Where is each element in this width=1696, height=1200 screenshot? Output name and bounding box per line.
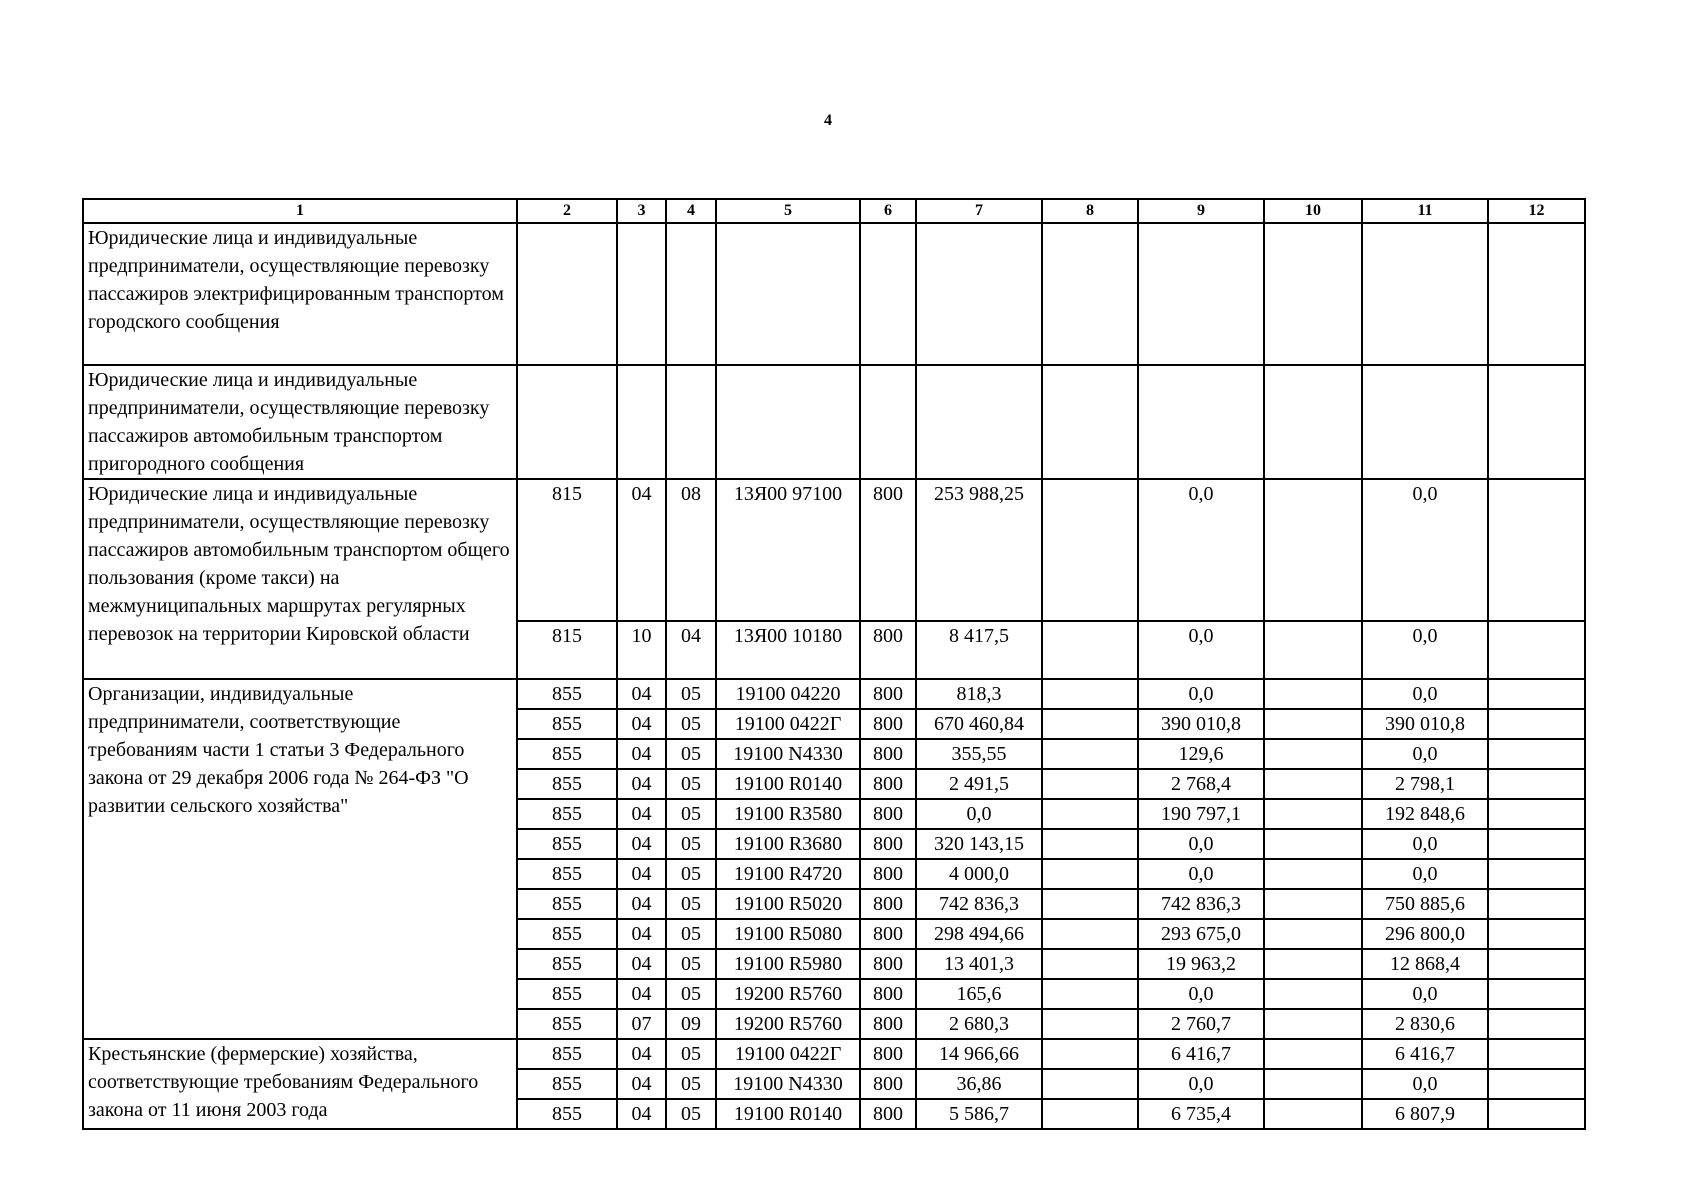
cell-col-3: 04 xyxy=(617,679,666,709)
cell-col-7: 13 401,3 xyxy=(916,949,1042,979)
cell-col-2: 855 xyxy=(517,1009,617,1039)
cell-col-11: 6 807,9 xyxy=(1362,1099,1488,1129)
cell-col-4: 04 xyxy=(666,621,716,679)
cell-col-12 xyxy=(1488,1009,1585,1039)
cell-col-7: 355,55 xyxy=(916,739,1042,769)
budget-table xyxy=(82,198,1586,1130)
cell-col-6: 800 xyxy=(860,1039,916,1069)
cell-col-8 xyxy=(1042,479,1138,621)
cell-col-12 xyxy=(1488,621,1585,679)
cell-col-11: 0,0 xyxy=(1362,479,1488,621)
cell-col-5: 19100 R5980 xyxy=(716,949,860,979)
cell-col-11: 296 800,0 xyxy=(1362,919,1488,949)
cell-col-7: 0,0 xyxy=(916,799,1042,829)
cell-col-3: 04 xyxy=(617,739,666,769)
cell-col-5: 19100 R3680 xyxy=(716,829,860,859)
cell-col-12 xyxy=(1488,889,1585,919)
cell-col-4: 05 xyxy=(666,979,716,1009)
cell-col-3 xyxy=(617,365,666,479)
cell-col-5: 13Я00 97100 xyxy=(716,479,860,621)
cell-col-7: 2 680,3 xyxy=(916,1009,1042,1039)
cell-col-6 xyxy=(860,223,916,365)
cell-col-10 xyxy=(1264,769,1362,799)
cell-col-12 xyxy=(1488,1099,1585,1129)
cell-col-11 xyxy=(1362,365,1488,479)
cell-col-11: 0,0 xyxy=(1362,979,1488,1009)
cell-col-11: 0,0 xyxy=(1362,621,1488,679)
cell-col-6: 800 xyxy=(860,709,916,739)
cell-col-6: 800 xyxy=(860,1099,916,1129)
cell-col-4 xyxy=(666,365,716,479)
cell-col-5: 19100 R0140 xyxy=(716,1099,860,1129)
cell-col-4 xyxy=(666,223,716,365)
column-header: 3 xyxy=(617,199,666,223)
column-header: 9 xyxy=(1138,199,1264,223)
cell-col-8 xyxy=(1042,1039,1138,1069)
cell-col-10 xyxy=(1264,739,1362,769)
cell-col-7: 8 417,5 xyxy=(916,621,1042,679)
cell-col-11: 12 868,4 xyxy=(1362,949,1488,979)
column-header: 11 xyxy=(1362,199,1488,223)
cell-col-10 xyxy=(1264,949,1362,979)
cell-col-12 xyxy=(1488,919,1585,949)
cell-col-8 xyxy=(1042,223,1138,365)
column-header: 8 xyxy=(1042,199,1138,223)
cell-col-5: 19200 R5760 xyxy=(716,979,860,1009)
cell-col-4: 08 xyxy=(666,479,716,621)
cell-col-5 xyxy=(716,223,860,365)
cell-col-2: 815 xyxy=(517,621,617,679)
cell-col-5: 19100 R4720 xyxy=(716,859,860,889)
cell-col-6: 800 xyxy=(860,1009,916,1039)
cell-col-9: 2 760,7 xyxy=(1138,1009,1264,1039)
cell-col-9: 0,0 xyxy=(1138,979,1264,1009)
cell-col-2: 855 xyxy=(517,739,617,769)
header-row xyxy=(83,199,1585,223)
cell-col-9: 742 836,3 xyxy=(1138,889,1264,919)
cell-col-12 xyxy=(1488,709,1585,739)
cell-col-9: 0,0 xyxy=(1138,1069,1264,1099)
cell-col-3: 04 xyxy=(617,889,666,919)
cell-col-7: 165,6 xyxy=(916,979,1042,1009)
cell-col-11: 0,0 xyxy=(1362,679,1488,709)
cell-col-6: 800 xyxy=(860,799,916,829)
cell-col-10 xyxy=(1264,479,1362,621)
cell-col-5: 13Я00 10180 xyxy=(716,621,860,679)
cell-col-4: 05 xyxy=(666,949,716,979)
cell-col-2: 855 xyxy=(517,949,617,979)
cell-col-3: 10 xyxy=(617,621,666,679)
cell-col-3: 04 xyxy=(617,919,666,949)
cell-col-10 xyxy=(1264,889,1362,919)
cell-col-7: 320 143,15 xyxy=(916,829,1042,859)
cell-col-7: 2 491,5 xyxy=(916,769,1042,799)
cell-col-2: 855 xyxy=(517,829,617,859)
cell-col-7: 818,3 xyxy=(916,679,1042,709)
cell-col-3: 04 xyxy=(617,799,666,829)
cell-col-4: 05 xyxy=(666,859,716,889)
cell-col-9: 0,0 xyxy=(1138,621,1264,679)
cell-col-10 xyxy=(1264,979,1362,1009)
cell-col-8 xyxy=(1042,979,1138,1009)
cell-col-9: 129,6 xyxy=(1138,739,1264,769)
cell-col-4: 05 xyxy=(666,1069,716,1099)
cell-col-4: 05 xyxy=(666,739,716,769)
cell-col-12 xyxy=(1488,679,1585,709)
cell-col-4: 05 xyxy=(666,829,716,859)
cell-col-2: 855 xyxy=(517,1069,617,1099)
cell-col-8 xyxy=(1042,365,1138,479)
cell-col-10 xyxy=(1264,829,1362,859)
cell-col-8 xyxy=(1042,949,1138,979)
cell-col-5: 19100 R5020 xyxy=(716,889,860,919)
cell-col-12 xyxy=(1488,799,1585,829)
cell-col-6: 800 xyxy=(860,739,916,769)
cell-col-8 xyxy=(1042,679,1138,709)
column-header: 6 xyxy=(860,199,916,223)
cell-col-4: 05 xyxy=(666,709,716,739)
cell-col-2: 855 xyxy=(517,679,617,709)
column-header: 10 xyxy=(1264,199,1362,223)
cell-col-9: 190 797,1 xyxy=(1138,799,1264,829)
cell-col-8 xyxy=(1042,859,1138,889)
row-description: Крестьянские (фермерские) хозяйства, соответствующие требованиям Федерального закона от 11 июня 2003 года xyxy=(83,1039,517,1129)
cell-col-2: 815 xyxy=(517,479,617,621)
cell-col-4: 05 xyxy=(666,799,716,829)
cell-col-4: 05 xyxy=(666,769,716,799)
cell-col-7: 36,86 xyxy=(916,1069,1042,1099)
cell-col-7: 298 494,66 xyxy=(916,919,1042,949)
cell-col-5: 19100 04220 xyxy=(716,679,860,709)
cell-col-12 xyxy=(1488,769,1585,799)
cell-col-6: 800 xyxy=(860,1069,916,1099)
cell-col-4: 09 xyxy=(666,1009,716,1039)
cell-col-7: 14 966,66 xyxy=(916,1039,1042,1069)
cell-col-3: 04 xyxy=(617,949,666,979)
cell-col-2: 855 xyxy=(517,979,617,1009)
cell-col-2 xyxy=(517,223,617,365)
cell-col-12 xyxy=(1488,1069,1585,1099)
cell-col-8 xyxy=(1042,769,1138,799)
cell-col-12 xyxy=(1488,859,1585,889)
cell-col-6: 800 xyxy=(860,679,916,709)
cell-col-9 xyxy=(1138,365,1264,479)
cell-col-5: 19200 R5760 xyxy=(716,1009,860,1039)
cell-col-8 xyxy=(1042,1069,1138,1099)
cell-col-2: 855 xyxy=(517,919,617,949)
cell-col-9: 0,0 xyxy=(1138,679,1264,709)
cell-col-3: 07 xyxy=(617,1009,666,1039)
cell-col-10 xyxy=(1264,919,1362,949)
cell-col-10 xyxy=(1264,679,1362,709)
cell-col-6: 800 xyxy=(860,859,916,889)
cell-col-9: 0,0 xyxy=(1138,479,1264,621)
cell-col-7 xyxy=(916,365,1042,479)
cell-col-12 xyxy=(1488,365,1585,479)
cell-col-4: 05 xyxy=(666,679,716,709)
cell-col-3: 04 xyxy=(617,479,666,621)
cell-col-5: 19100 N4330 xyxy=(716,739,860,769)
cell-col-5: 19100 R3580 xyxy=(716,799,860,829)
cell-col-12 xyxy=(1488,739,1585,769)
cell-col-7: 670 460,84 xyxy=(916,709,1042,739)
row-description: Организации, индивидуальные предприниматели, соответствующие требованиям части 1 статьи 3 Федерального закона от 29 декабря 2006 года № 264-ФЗ "О развитии сельского хозяйства" xyxy=(83,679,517,1039)
cell-col-10 xyxy=(1264,799,1362,829)
cell-col-2: 855 xyxy=(517,769,617,799)
cell-col-5: 19100 0422Г xyxy=(716,1039,860,1069)
cell-col-7 xyxy=(916,223,1042,365)
table-row xyxy=(83,223,1585,365)
page-number: 4 xyxy=(824,112,832,129)
cell-col-11: 0,0 xyxy=(1362,829,1488,859)
row-description: Юридические лица и индивидуальные предприниматели, осуществляющие перевозку пассажиров электрифицированным транспортом городского сообщения xyxy=(83,223,517,365)
cell-col-11: 2 798,1 xyxy=(1362,769,1488,799)
row-description: Юридические лица и индивидуальные предприниматели, осуществляющие перевозку пассажиров автомобильным транспортом пригородного сообщения xyxy=(83,365,517,479)
cell-col-2: 855 xyxy=(517,859,617,889)
cell-col-3: 04 xyxy=(617,1099,666,1129)
cell-col-5: 19100 0422Г xyxy=(716,709,860,739)
table-row xyxy=(83,479,1585,621)
column-header: 7 xyxy=(916,199,1042,223)
cell-col-2: 855 xyxy=(517,709,617,739)
cell-col-10 xyxy=(1264,365,1362,479)
cell-col-9: 293 675,0 xyxy=(1138,919,1264,949)
cell-col-9: 0,0 xyxy=(1138,829,1264,859)
cell-col-9: 6 416,7 xyxy=(1138,1039,1264,1069)
cell-col-8 xyxy=(1042,709,1138,739)
cell-col-3: 04 xyxy=(617,1039,666,1069)
column-header: 12 xyxy=(1488,199,1585,223)
cell-col-6 xyxy=(860,365,916,479)
cell-col-10 xyxy=(1264,1009,1362,1039)
cell-col-3: 04 xyxy=(617,979,666,1009)
column-header: 5 xyxy=(716,199,860,223)
cell-col-11 xyxy=(1362,223,1488,365)
cell-col-3: 04 xyxy=(617,769,666,799)
cell-col-4: 05 xyxy=(666,919,716,949)
cell-col-10 xyxy=(1264,621,1362,679)
cell-col-11: 2 830,6 xyxy=(1362,1009,1488,1039)
table-row xyxy=(83,679,1585,709)
cell-col-6: 800 xyxy=(860,919,916,949)
cell-col-11: 750 885,6 xyxy=(1362,889,1488,919)
cell-col-6: 800 xyxy=(860,889,916,919)
cell-col-9: 2 768,4 xyxy=(1138,769,1264,799)
cell-col-2: 855 xyxy=(517,889,617,919)
cell-col-6: 800 xyxy=(860,769,916,799)
cell-col-5 xyxy=(716,365,860,479)
cell-col-5: 19100 R0140 xyxy=(716,769,860,799)
cell-col-3: 04 xyxy=(617,859,666,889)
cell-col-8 xyxy=(1042,919,1138,949)
cell-col-4: 05 xyxy=(666,1039,716,1069)
cell-col-5: 19100 R5080 xyxy=(716,919,860,949)
cell-col-11: 0,0 xyxy=(1362,859,1488,889)
cell-col-12 xyxy=(1488,223,1585,365)
cell-col-3 xyxy=(617,223,666,365)
cell-col-3: 04 xyxy=(617,709,666,739)
cell-col-12 xyxy=(1488,979,1585,1009)
cell-col-9 xyxy=(1138,223,1264,365)
cell-col-9: 0,0 xyxy=(1138,859,1264,889)
column-header: 2 xyxy=(517,199,617,223)
cell-col-10 xyxy=(1264,1039,1362,1069)
cell-col-7: 253 988,25 xyxy=(916,479,1042,621)
cell-col-9: 390 010,8 xyxy=(1138,709,1264,739)
cell-col-10 xyxy=(1264,709,1362,739)
cell-col-7: 742 836,3 xyxy=(916,889,1042,919)
cell-col-12 xyxy=(1488,949,1585,979)
cell-col-9: 6 735,4 xyxy=(1138,1099,1264,1129)
cell-col-10 xyxy=(1264,1099,1362,1129)
cell-col-6: 800 xyxy=(860,949,916,979)
cell-col-7: 5 586,7 xyxy=(916,1099,1042,1129)
cell-col-2: 855 xyxy=(517,1039,617,1069)
cell-col-4: 05 xyxy=(666,1099,716,1129)
row-description: Юридические лица и индивидуальные предприниматели, осуществляющие перевозку пассажиров автомобильным транспортом общего пользования (кроме такси) на межмуниципальных маршрутах регулярных перевозок на территории Кировской области xyxy=(83,479,517,679)
cell-col-8 xyxy=(1042,621,1138,679)
cell-col-10 xyxy=(1264,223,1362,365)
cell-col-11: 0,0 xyxy=(1362,739,1488,769)
cell-col-11: 6 416,7 xyxy=(1362,1039,1488,1069)
cell-col-12 xyxy=(1488,479,1585,621)
cell-col-6: 800 xyxy=(860,829,916,859)
cell-col-2: 855 xyxy=(517,799,617,829)
table-row xyxy=(83,1039,1585,1069)
cell-col-8 xyxy=(1042,1099,1138,1129)
column-header: 1 xyxy=(83,199,517,223)
cell-col-3: 04 xyxy=(617,829,666,859)
cell-col-10 xyxy=(1264,1069,1362,1099)
cell-col-5: 19100 N4330 xyxy=(716,1069,860,1099)
cell-col-8 xyxy=(1042,1009,1138,1039)
cell-col-8 xyxy=(1042,889,1138,919)
cell-col-11: 390 010,8 xyxy=(1362,709,1488,739)
cell-col-4: 05 xyxy=(666,889,716,919)
cell-col-12 xyxy=(1488,1039,1585,1069)
cell-col-6: 800 xyxy=(860,979,916,1009)
cell-col-10 xyxy=(1264,859,1362,889)
cell-col-8 xyxy=(1042,829,1138,859)
cell-col-3: 04 xyxy=(617,1069,666,1099)
cell-col-9: 19 963,2 xyxy=(1138,949,1264,979)
cell-col-11: 0,0 xyxy=(1362,1069,1488,1099)
cell-col-11: 192 848,6 xyxy=(1362,799,1488,829)
cell-col-7: 4 000,0 xyxy=(916,859,1042,889)
cell-col-6: 800 xyxy=(860,479,916,621)
cell-col-8 xyxy=(1042,739,1138,769)
cell-col-12 xyxy=(1488,829,1585,859)
cell-col-6: 800 xyxy=(860,621,916,679)
cell-col-2 xyxy=(517,365,617,479)
cell-col-2: 855 xyxy=(517,1099,617,1129)
column-header: 4 xyxy=(666,199,716,223)
table-row xyxy=(83,365,1585,479)
cell-col-8 xyxy=(1042,799,1138,829)
